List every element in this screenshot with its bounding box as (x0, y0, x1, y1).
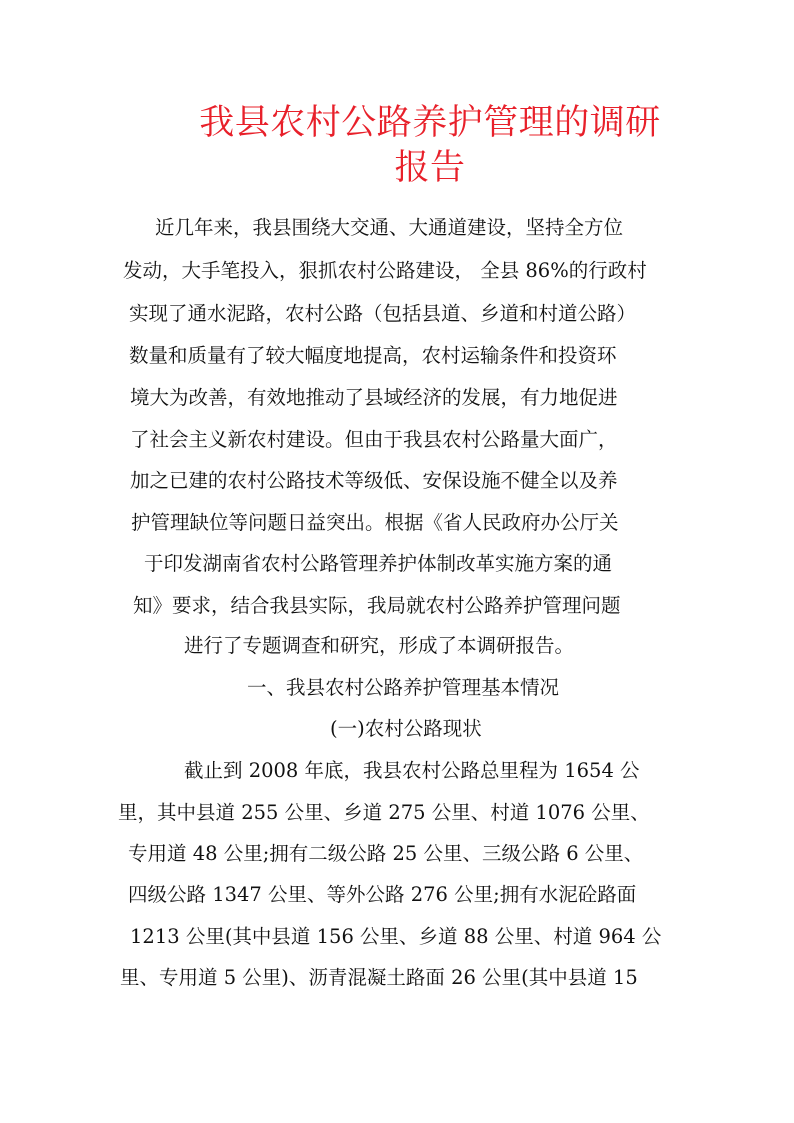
intro-line-7: 加之已建的农村公路技术等级低、安保设施不健全以及养 (130, 469, 618, 492)
intro-line-6: 了社会主义新农村建设。但由于我县农村公路量大面广， (130, 428, 618, 451)
section-heading: 一、我县农村公路养护管理基本情况 (247, 676, 560, 699)
body-line-2: 里，其中县道 255 公里、乡道 275 公里、村道 1076 公里、 (118, 801, 650, 824)
document-title-line-2: 报告 (394, 148, 466, 188)
intro-line-10: 知》要求，结合我县实际，我局就农村公路养护管理问题 (133, 594, 621, 617)
body-line-3: 专用道 48 公里;拥有二级公路 25 公里、三级公路 6 公里、 (128, 842, 644, 865)
intro-line-1: 近几年来，我县围绕大交通、大通道建设，坚持全方位 (155, 216, 624, 239)
body-line-6: 里、专用道 5 公里)、沥青混凝土路面 26 公里(其中县道 15 (120, 966, 638, 989)
body-line-1: 截止到 2008 年底，我县农村公路总里程为 1654 公 (184, 759, 640, 782)
body-line-5: 1213 公里(其中县道 156 公里、乡道 88 公里、村道 964 公 (130, 925, 662, 948)
body-line-4: 四级公路 1347 公里、等外公路 276 公里;拥有水泥砼路面 (128, 883, 637, 906)
intro-line-11: 进行了专题调查和研究，形成了本调研报告。 (184, 634, 575, 657)
intro-line-4: 数量和质量有了较大幅度地提高，农村运输条件和投资环 (129, 344, 617, 367)
subsection-heading: (一)农村公路现状 (330, 717, 482, 740)
intro-line-3: 实现了通水泥路，农村公路（包括县道、乡道和村道公路） (129, 302, 637, 325)
intro-line-2: 发动，大手笔投入，狠抓农村公路建设， 全县 86%的行政村 (123, 259, 647, 282)
intro-line-5: 境大为改善，有效地推动了县域经济的发展，有力地促进 (130, 386, 618, 409)
document-title-line-1: 我县农村公路养护管理的调研 (199, 103, 661, 143)
intro-line-8: 护管理缺位等问题日益突出。根据《省人民政府办公厅关 (131, 511, 619, 534)
intro-line-9: 于印发湖南省农村公路管理养护体制改革实施方案的通 (144, 552, 613, 575)
